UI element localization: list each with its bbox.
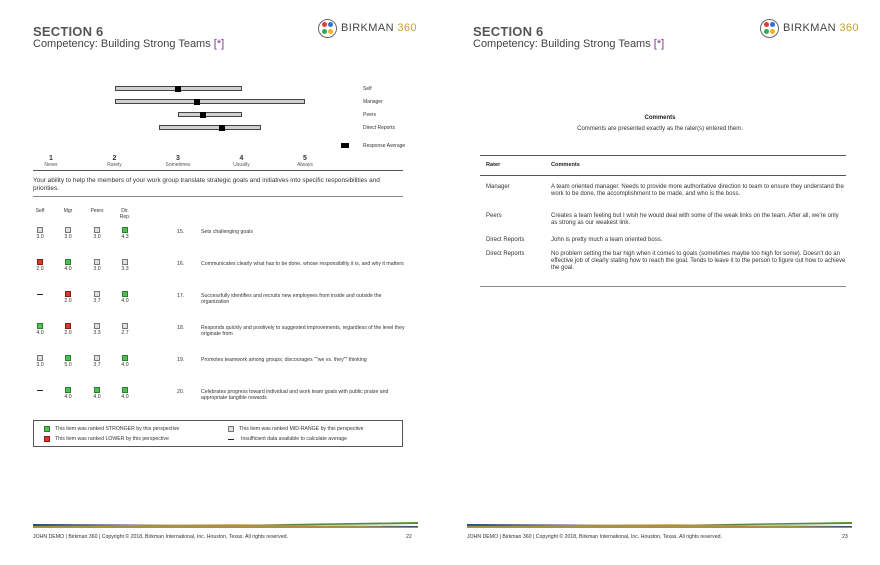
red-square-icon (65, 291, 71, 297)
rating-value: 3.7 (93, 362, 101, 368)
birkman-logo-text: BIRKMAN 360 (341, 22, 417, 34)
table-bottom-rule (480, 286, 846, 287)
green-square-icon (65, 387, 71, 393)
table-top-rule (480, 155, 846, 156)
competency-title (473, 38, 664, 50)
birkman-logo (318, 17, 417, 39)
gray-square-icon (94, 259, 100, 265)
rating-value: 2.0 (64, 298, 72, 304)
item-number: 15. (177, 229, 185, 235)
competency-title (33, 38, 224, 50)
rating-value: 3.3 (93, 330, 101, 336)
divider (33, 170, 403, 171)
range-row-label: Direct Reports (363, 125, 395, 131)
rating-peers (88, 259, 106, 272)
comments-column-header: Comments (551, 162, 580, 168)
item-text: Responds quickly and positively to suggested improvements, regardless of the level they originate from (201, 325, 405, 338)
green-square-icon (37, 323, 43, 329)
rating-direct-reports (116, 291, 134, 304)
scale-number: 5 (303, 155, 307, 162)
rating-peers (88, 387, 106, 400)
competency-name: Competency: Building Strong Teams (33, 38, 214, 50)
divider (33, 196, 403, 197)
comment-rater: Direct Reports (486, 251, 525, 257)
rating-self (31, 227, 49, 240)
competency-description: Your ability to help the members of your work group translate strategic goals and initiatives into specific responsibilities and priorities. (33, 177, 380, 192)
range-row-label: Peers (363, 112, 377, 118)
rating-peers (88, 291, 106, 304)
response-average-label: Response Average (363, 143, 406, 149)
rating-direct-reports (116, 387, 134, 400)
green-square-icon (94, 387, 100, 393)
rating-manager (59, 323, 77, 336)
birkman-logo-icon (318, 19, 337, 38)
gray-square-icon (94, 291, 100, 297)
green-square-icon (122, 387, 128, 393)
rating-value: 4.0 (36, 330, 44, 336)
average-marker (175, 86, 181, 92)
footer-stripe (33, 522, 418, 528)
comments-note: Comments are presented exactly as the rater(s) entered them. (577, 126, 743, 132)
red-square-icon (37, 259, 43, 265)
rating-value: 3.3 (121, 266, 129, 272)
rating-self (31, 387, 49, 393)
rating-self (31, 323, 49, 336)
rating-value: 3.0 (93, 234, 101, 240)
comments-title: Comments (644, 115, 676, 121)
scale-tick (285, 155, 325, 168)
gray-square-icon (94, 355, 100, 361)
scale-number: 3 (176, 155, 180, 162)
gray-square-icon (37, 355, 43, 361)
gray-square-icon (65, 227, 71, 233)
range-bar (115, 99, 306, 104)
green-square-icon (122, 227, 128, 233)
comment-text: Creates a team feeling but I wish he would deal with some of the weak links on the team. After all, we're only as strong as our weakest link. (551, 213, 839, 227)
item-number: 19. (177, 357, 185, 363)
response-average-marker (341, 143, 349, 148)
green-square-icon (65, 355, 71, 361)
rating-value: 2.0 (64, 330, 72, 336)
rating-manager (59, 387, 77, 400)
rating-peers (88, 323, 106, 336)
rating-peers (88, 227, 106, 240)
item-text: Successfully identifies and recruits new employees from inside and outside the organization (201, 293, 382, 306)
birkman-logo-text: BIRKMAN 360 (783, 22, 859, 34)
dash-icon (37, 390, 43, 391)
scale-label: Rarely (107, 162, 122, 168)
birkman-logo-icon (760, 19, 779, 38)
comment-rater: Manager (486, 184, 510, 190)
item-text: Communicates clearly what has to be done, whose responsibility it is, and why it matters (201, 261, 404, 267)
green-square-icon (122, 355, 128, 361)
rating-self (31, 259, 49, 272)
gray-square-icon (228, 426, 234, 432)
footer-stripe (467, 522, 852, 528)
column-header-manager: Mgr (63, 208, 73, 214)
rating-value: 3.0 (36, 362, 44, 368)
average-marker (194, 99, 200, 105)
average-marker (200, 112, 206, 118)
comment-text: John is pretty much a team oriented boss. (551, 237, 663, 243)
scale-label: Sometimes (165, 162, 191, 168)
rating-value: 4.0 (64, 394, 72, 400)
comment-rater: Peers (486, 213, 502, 219)
footer-text: JOHN DEMO | Birkman 360 | Copyright © 2018, Birkman International, Inc. Houston, Texas. All rights reserved. (467, 534, 722, 540)
column-header-self: Self (35, 208, 45, 214)
rating-direct-reports (116, 259, 134, 272)
rating-value: 4.0 (64, 266, 72, 272)
rating-self (31, 291, 49, 297)
rating-value: 5.0 (64, 362, 72, 368)
scale-number: 2 (112, 155, 117, 162)
rating-value: 2.7 (121, 330, 129, 336)
page-number: 22 (406, 534, 412, 540)
rating-value: 2.0 (36, 266, 44, 272)
report-page-23 (440, 0, 880, 565)
rating-value: 4.0 (121, 394, 129, 400)
scale-label: Usually (233, 162, 250, 168)
legend-stronger: This item was ranked STRONGER by this perspective (44, 426, 179, 432)
rating-self (31, 355, 49, 368)
item-number: 18. (177, 325, 185, 331)
range-bar (178, 112, 242, 117)
comment-rater: Direct Reports (486, 237, 525, 243)
green-square-icon (44, 426, 50, 432)
legend-insufficient: Insufficient data available to calculate average (228, 436, 347, 442)
comment-text: No problem setting the bar high when it comes to goals (sometimes maybe too high for some). Doesn't do an effective job of clearly stating how to reach the goal. Tends to leave it to the person to figure out how to achieve the goal. (551, 251, 846, 272)
red-square-icon (65, 323, 71, 329)
footer-text: JOHN DEMO | Birkman 360 | Copyright © 2018, Birkman International, Inc. Houston, Texas. All rights reserved. (33, 534, 288, 540)
page-number: 23 (842, 534, 848, 540)
range-row-label: Self (363, 86, 372, 92)
gray-square-icon (122, 259, 128, 265)
rating-direct-reports (116, 227, 134, 240)
gray-square-icon (94, 323, 100, 329)
gray-square-icon (122, 323, 128, 329)
scale-tick (222, 155, 262, 168)
rating-manager (59, 291, 77, 304)
rating-value: 4.0 (93, 394, 101, 400)
rating-value: 4.3 (121, 234, 129, 240)
table-header-rule (480, 175, 846, 176)
rating-direct-reports (116, 355, 134, 368)
scale-label: Always (297, 162, 313, 168)
green-square-icon (65, 259, 71, 265)
section-heading: SECTION 6 (473, 24, 544, 39)
competency-marker: [*] (653, 38, 665, 50)
item-number: 17. (177, 293, 185, 299)
legend-lower: This item was ranked LOWER by this perspective (44, 436, 169, 442)
rating-value: 4.0 (121, 362, 129, 368)
dash-icon (37, 294, 43, 295)
dash-icon (228, 439, 234, 440)
item-text: Celebrates progress toward individual and work team goals with public praise and appropriate tangible rewards (201, 389, 389, 402)
rater-column-header: Rater (486, 162, 501, 168)
item-number: 20. (177, 389, 185, 395)
column-header-direct-reports: Dir. Rep. (119, 208, 131, 220)
green-square-icon (122, 291, 128, 297)
item-text: Promotes teamwork among groups; discourages ""we vs. they"" thinking (201, 357, 367, 363)
scale-tick (158, 155, 198, 168)
section-heading: SECTION 6 (33, 24, 104, 39)
rating-value: 3.0 (93, 266, 101, 272)
competency-name: Competency: Building Strong Teams (473, 38, 654, 50)
status-legend (33, 420, 403, 447)
rating-manager (59, 227, 77, 240)
competency-marker: [*] (213, 38, 225, 50)
rating-value: 4.0 (121, 298, 129, 304)
birkman-logo (760, 17, 859, 39)
red-square-icon (44, 436, 50, 442)
range-bar (159, 125, 261, 130)
range-row-label: Manager (363, 99, 383, 105)
gray-square-icon (37, 227, 43, 233)
rating-value: 3.7 (93, 298, 101, 304)
column-header-peers: Peers (90, 208, 104, 214)
item-text: Sets challenging goals (201, 229, 253, 235)
rating-peers (88, 355, 106, 368)
rating-manager (59, 259, 77, 272)
scale-tick (31, 155, 71, 168)
comment-text: A team oriented manager. Needs to provide more authoritative direction to team to ensure they understand the work to be done, the accomplishment to be made, and who is the boss. (551, 184, 844, 198)
scale-label: Never (44, 162, 58, 168)
scale-number: 1 (49, 155, 53, 162)
gray-square-icon (94, 227, 100, 233)
item-number: 16. (177, 261, 185, 267)
rating-direct-reports (116, 323, 134, 336)
scale-tick (95, 155, 135, 168)
rating-value: 3.0 (36, 234, 44, 240)
rating-value: 3.0 (64, 234, 72, 240)
rating-manager (59, 355, 77, 368)
legend-midrange: This item was ranked MID-RANGE by this perspective (228, 426, 364, 432)
average-marker (219, 125, 225, 131)
scale-number: 4 (239, 155, 244, 162)
